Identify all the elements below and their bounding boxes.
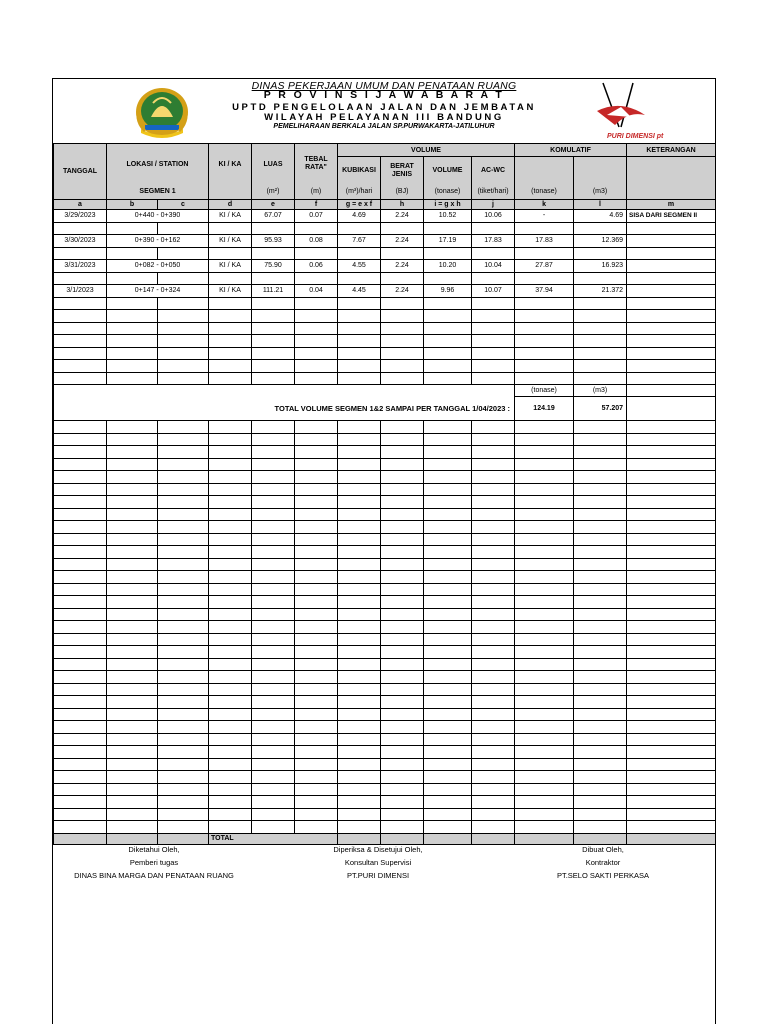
empty-row: [54, 671, 716, 684]
signature-left: [59, 843, 249, 882]
cell-l: 21.372: [574, 285, 627, 298]
blank-rows: [54, 421, 716, 834]
signature-middle-line3: PT.PURI DIMENSI: [346, 871, 410, 880]
empty-row: [54, 458, 716, 471]
empty-row: [54, 708, 716, 721]
agency-title: DINAS PEKERJAAN UMUM DAN PENATAAN RUANG: [251, 80, 517, 92]
code-b: b: [107, 200, 158, 210]
signature-middle: [293, 843, 463, 882]
volume-table: [53, 143, 716, 845]
empty-row: [54, 272, 716, 285]
empty-row: [54, 421, 716, 434]
empty-row: [54, 310, 716, 323]
cell-tebal: 0.04: [295, 285, 338, 298]
cell-volume: 17.19: [424, 235, 472, 248]
cell-volume: 10.20: [424, 260, 472, 273]
col-segmen-header: SEGMEN 1: [107, 185, 209, 200]
empty-row: [54, 608, 716, 621]
code-l: l: [574, 200, 627, 210]
cell-k: 27.87: [515, 260, 574, 273]
empty-row: [54, 746, 716, 759]
empty-row: [54, 483, 716, 496]
cell-acwc: 10.04: [472, 260, 515, 273]
empty-row: [54, 721, 716, 734]
empty-row: [54, 521, 716, 534]
col-berat-header: BERAT JENIS: [381, 157, 424, 185]
empty-row: [54, 783, 716, 796]
cell-tebal: 0.08: [295, 235, 338, 248]
empty-row: [54, 297, 716, 310]
cell-kubikasi: 4.69: [338, 210, 381, 223]
empty-row: [54, 533, 716, 546]
empty-row: [54, 683, 716, 696]
cell-l: 16.923: [574, 260, 627, 273]
signature-right-line2: Kontraktor: [585, 858, 621, 867]
cell-lokasi: 0+440 - 0+390: [107, 210, 209, 223]
empty-row: [54, 696, 716, 709]
empty-row: [54, 771, 716, 784]
col-luas-header: LUAS: [252, 144, 295, 185]
cell-ket: [627, 235, 716, 248]
signature-right: [523, 843, 683, 882]
summary-unit-k: (tonase): [515, 385, 574, 397]
cell-luas: 75.90: [252, 260, 295, 273]
cell-berat: 2.24: [381, 210, 424, 223]
cell-acwc: 10.06: [472, 210, 515, 223]
col-kubikasi-header: KUBIKASI: [338, 157, 381, 185]
cell-k: 17.83: [515, 235, 574, 248]
code-j: j: [472, 200, 515, 210]
empty-row: [54, 471, 716, 484]
empty-row: [54, 247, 716, 260]
cell-volume: 9.96: [424, 285, 472, 298]
unit-tebal: (m): [295, 185, 338, 200]
empty-row: [54, 322, 716, 335]
cell-volume: 10.52: [424, 210, 472, 223]
empty-row: [54, 558, 716, 571]
cell-kubikasi: 4.45: [338, 285, 381, 298]
code-h: h: [381, 200, 424, 210]
cell-l: 12.369: [574, 235, 627, 248]
empty-row: [54, 335, 716, 348]
cell-kika: KI / KA: [209, 285, 252, 298]
cell-k: -: [515, 210, 574, 223]
summary-k: 124.19: [515, 397, 574, 421]
puri-dimensi-logo-text: PURI DIMENSI pt: [607, 133, 664, 140]
empty-row: [54, 796, 716, 809]
empty-row: [54, 372, 716, 385]
cell-berat: 2.24: [381, 260, 424, 273]
empty-row: [54, 821, 716, 834]
empty-row: [54, 222, 716, 235]
empty-row: [54, 546, 716, 559]
data-rows: [54, 210, 716, 385]
unit-acwc: (tiket/hari): [472, 185, 515, 200]
empty-row: [54, 658, 716, 671]
cell-lokasi: 0+390 - 0+162: [107, 235, 209, 248]
report-sheet: [52, 78, 716, 1024]
cell-lokasi: 0+147 - 0+324: [107, 285, 209, 298]
cell-lokasi: 0+082 - 0+050: [107, 260, 209, 273]
empty-row: [54, 360, 716, 373]
unit-l: (m3): [574, 185, 627, 200]
cell-acwc: 10.07: [472, 285, 515, 298]
cell-berat: 2.24: [381, 235, 424, 248]
region-title: WILAYAH PELAYANAN III BANDUNG: [264, 112, 504, 123]
signature-middle-line1: Diperiksa & Disetujui Oleh,: [333, 845, 423, 854]
cell-tebal: 0.06: [295, 260, 338, 273]
unit-k: (tonase): [515, 185, 574, 200]
cell-kika: KI / KA: [209, 260, 252, 273]
col-tebal-header: TEBAL RATA": [295, 144, 338, 185]
puri-dimensi-logo: [585, 81, 664, 141]
table-row: [54, 235, 716, 248]
empty-row: [54, 571, 716, 584]
province-title: P R O V I N S I J A W A B A R A T: [263, 89, 505, 101]
empty-row: [54, 733, 716, 746]
cell-kubikasi: 7.67: [338, 235, 381, 248]
empty-row: [54, 433, 716, 446]
col-kumulatif-group-header: KOMULATIF: [515, 144, 627, 157]
cell-l: 4.69: [574, 210, 627, 223]
cell-berat: 2.24: [381, 285, 424, 298]
col-kika-header: KI / KA: [209, 144, 252, 185]
code-g: g = e x f: [338, 200, 381, 210]
signature-left-line2: Pemberi tugas: [129, 858, 179, 867]
empty-row: [54, 621, 716, 634]
col-tanggal-header: TANGGAL: [54, 144, 107, 200]
cell-tanggal: 3/29/2023: [54, 210, 107, 223]
code-k: k: [515, 200, 574, 210]
empty-row: [54, 496, 716, 509]
empty-row: [54, 508, 716, 521]
empty-row: [54, 596, 716, 609]
code-i: i = g x h: [424, 200, 472, 210]
code-c: c: [158, 200, 209, 210]
cell-tanggal: 3/1/2023: [54, 285, 107, 298]
col-keterangan-header: KETERANGAN: [627, 144, 716, 157]
summary-label: TOTAL VOLUME SEGMEN 1&2 SAMPAI PER TANGGAL 1/04/2023 :: [54, 397, 515, 421]
signature-left-line3: DINAS BINA MARGA DAN PENATAAN RUANG: [74, 871, 234, 880]
empty-row: [54, 633, 716, 646]
empty-row: [54, 446, 716, 459]
code-e: e: [252, 200, 295, 210]
unit-berat: (BJ): [381, 185, 424, 200]
code-m: m: [627, 200, 716, 210]
code-d: d: [209, 200, 252, 210]
cell-tebal: 0.07: [295, 210, 338, 223]
col-volume-header: VOLUME: [424, 157, 472, 185]
cell-kika: KI / KA: [209, 235, 252, 248]
col-acwc-header: AC-WC: [472, 157, 515, 185]
cell-k: 37.94: [515, 285, 574, 298]
signature-middle-line2: Konsultan Supervisi: [344, 858, 412, 867]
table-row: [54, 210, 716, 223]
project-title: PEMELIHARAAN BERKALA JALAN SP.PURWAKARTA-JATILUHUR: [273, 123, 495, 130]
cell-kubikasi: 4.55: [338, 260, 381, 273]
cell-ket: [627, 260, 716, 273]
unit-luas: (m²): [252, 185, 295, 200]
total-label: TOTAL: [209, 833, 338, 844]
cell-tanggal: 3/31/2023: [54, 260, 107, 273]
cell-luas: 67.07: [252, 210, 295, 223]
unit-kubikasi: (m³)/hari: [338, 185, 381, 200]
table-row: [54, 260, 716, 273]
code-f: f: [295, 200, 338, 210]
cell-acwc: 17.83: [472, 235, 515, 248]
col-lokasi-header: LOKASI / STATION: [107, 144, 209, 185]
cell-ket: [627, 285, 716, 298]
empty-row: [54, 758, 716, 771]
empty-row: [54, 347, 716, 360]
uptd-title: UPTD PENGELOLAAN JALAN DAN JEMBATAN: [232, 102, 536, 113]
table-row: [54, 285, 716, 298]
cell-kika: KI / KA: [209, 210, 252, 223]
signature-right-line3: PT.SELO SAKTI PERKASA: [556, 871, 650, 880]
unit-volume: (tonase): [424, 185, 472, 200]
cell-ket: SISA DARI SEGMEN II: [627, 210, 716, 223]
empty-row: [54, 583, 716, 596]
code-a: a: [54, 200, 107, 210]
signature-right-line1: Dibuat Oleh,: [582, 845, 624, 854]
summary-l: 57.207: [574, 397, 627, 421]
empty-row: [54, 646, 716, 659]
signature-left-line1: Diketahui Oleh,: [128, 845, 180, 854]
summary-unit-l: (m3): [574, 385, 627, 397]
cell-tanggal: 3/30/2023: [54, 235, 107, 248]
col-volume-group-header: VOLUME: [338, 144, 515, 157]
cell-luas: 111.21: [252, 285, 295, 298]
empty-row: [54, 808, 716, 821]
cell-luas: 95.93: [252, 235, 295, 248]
